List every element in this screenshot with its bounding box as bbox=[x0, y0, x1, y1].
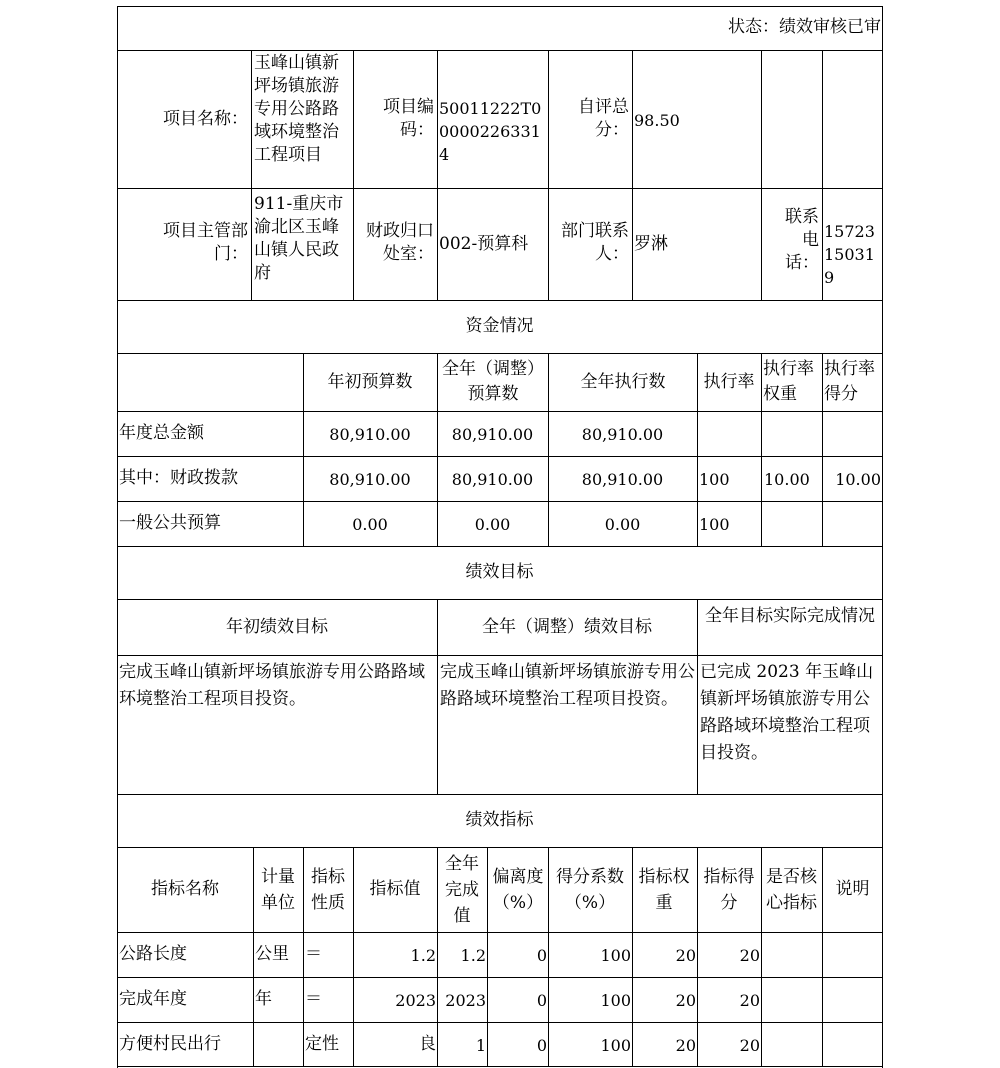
funds-header-adjusted: 全年（调整）预算数 bbox=[442, 359, 544, 404]
funds-header-score: 执行率得分 bbox=[824, 359, 875, 404]
ind-cell-weight: 20 bbox=[675, 946, 696, 965]
funds-header-weight: 执行率权重 bbox=[763, 359, 814, 404]
ind-header-target: 指标值 bbox=[369, 879, 421, 899]
ind-header-deviation: 偏离度（%） bbox=[492, 867, 544, 913]
funds-header-initial: 年初预算数 bbox=[327, 372, 413, 392]
col-line bbox=[548, 847, 549, 1066]
row-line bbox=[117, 353, 882, 354]
ind-header-score: 指标得分 bbox=[703, 867, 755, 913]
funds-cell: 0.00 bbox=[604, 515, 641, 534]
goal-actual-text: 已完成 2023 年玉峰山镇新坪场镇旅游专用公路路域环境整治工程项目投资。 bbox=[700, 662, 874, 763]
ind-cell-unit: 公里 bbox=[255, 944, 289, 964]
project-name-value: 玉峰山镇新坪场镇旅游专用公路路域环境整治工程项目 bbox=[254, 53, 339, 165]
ind-cell-actual: 1.2 bbox=[460, 946, 486, 965]
col-line bbox=[487, 847, 488, 1066]
row-line bbox=[117, 794, 882, 795]
funds-cell: 10.00 bbox=[835, 470, 881, 489]
col-line bbox=[632, 50, 633, 300]
col-line bbox=[697, 847, 698, 1066]
ind-header-actual: 全年完成值 bbox=[445, 854, 479, 926]
dept-value: 911-重庆市渝北区玉峰山镇人民政府 bbox=[254, 194, 344, 283]
ind-cell-nature: ＝ bbox=[305, 989, 322, 1009]
ind-row-name: 公路长度 bbox=[119, 944, 187, 964]
row-line bbox=[117, 456, 882, 457]
ind-cell-nature: 定性 bbox=[305, 1034, 339, 1054]
dept-label: 项目主管部门： bbox=[163, 221, 248, 264]
col-line bbox=[822, 353, 823, 546]
ind-cell-score: 20 bbox=[739, 991, 760, 1010]
ind-header-weight: 指标权重 bbox=[638, 867, 690, 913]
contact-label: 部门联系人： bbox=[561, 221, 629, 264]
ind-cell-target: 良 bbox=[419, 1034, 436, 1054]
goal-adjusted-text: 完成玉峰山镇新坪场镇旅游专用公路路域环境整治工程项目投资。 bbox=[440, 662, 695, 709]
col-line bbox=[303, 847, 304, 1066]
col-line bbox=[548, 50, 549, 300]
col-line bbox=[697, 353, 698, 546]
col-line bbox=[353, 50, 354, 300]
funds-cell: 80,910.00 bbox=[451, 425, 534, 444]
finance-value: 002-预算科 bbox=[439, 234, 529, 254]
row-line bbox=[117, 546, 882, 547]
funds-row-label: 其中：财政拨款 bbox=[119, 468, 238, 488]
ind-cell-score: 20 bbox=[739, 1036, 760, 1055]
funds-header-rate: 执行率 bbox=[703, 372, 755, 392]
row-line bbox=[117, 50, 882, 51]
row-line bbox=[117, 411, 882, 412]
funds-cell: 80,910.00 bbox=[581, 470, 664, 489]
border-right bbox=[882, 6, 883, 1068]
phone-value: 15723150319 bbox=[824, 222, 875, 287]
ind-cell-nature: ＝ bbox=[305, 944, 322, 964]
row-line bbox=[117, 188, 882, 189]
funds-cell: 80,910.00 bbox=[581, 425, 664, 444]
col-line bbox=[437, 50, 438, 300]
ind-cell-actual: 2023 bbox=[445, 991, 486, 1010]
ind-cell-coef: 100 bbox=[600, 991, 631, 1010]
col-line bbox=[437, 847, 438, 1066]
funds-header-executed: 全年执行数 bbox=[580, 372, 666, 392]
ind-row-name: 完成年度 bbox=[119, 989, 187, 1009]
project-name-label: 项目名称： bbox=[163, 109, 248, 129]
goals-header-adjusted: 全年（调整）绩效目标 bbox=[482, 617, 652, 637]
funds-cell: 0.00 bbox=[352, 515, 388, 534]
ind-header-name: 指标名称 bbox=[151, 879, 219, 899]
row-line bbox=[117, 1066, 882, 1067]
funds-cell: 100 bbox=[699, 515, 730, 534]
col-line bbox=[822, 50, 823, 300]
col-line bbox=[697, 599, 698, 794]
ind-header-unit: 计量单位 bbox=[261, 867, 295, 913]
ind-cell-weight: 20 bbox=[675, 1036, 696, 1055]
status-text: 状态：绩效审核已审 bbox=[728, 17, 881, 37]
goals-section-title: 绩效目标 bbox=[465, 562, 534, 582]
funds-cell: 80,910.00 bbox=[329, 425, 411, 444]
row-line bbox=[117, 847, 882, 848]
col-line bbox=[437, 353, 438, 546]
col-line bbox=[632, 847, 633, 1066]
ind-cell-target: 1.2 bbox=[410, 946, 436, 965]
col-line bbox=[761, 353, 762, 546]
goal-initial-text: 完成玉峰山镇新坪场镇旅游专用公路路域环境整治工程项目投资。 bbox=[119, 662, 425, 709]
col-line bbox=[253, 847, 254, 1066]
col-line bbox=[761, 847, 762, 1066]
ind-cell-deviation: 0 bbox=[536, 991, 547, 1010]
ind-cell-weight: 20 bbox=[675, 991, 696, 1010]
funds-section-title: 资金情况 bbox=[465, 316, 534, 336]
funds-row-label: 年度总金额 bbox=[119, 423, 204, 443]
ind-cell-coef: 100 bbox=[600, 946, 631, 965]
funds-cell: 0.00 bbox=[474, 515, 511, 534]
funds-cell: 80,910.00 bbox=[329, 470, 411, 489]
col-line bbox=[251, 50, 252, 300]
col-line bbox=[761, 50, 762, 300]
row-line bbox=[117, 300, 882, 301]
contact-value: 罗淋 bbox=[634, 234, 668, 254]
phone-label: 联系电话： bbox=[785, 207, 819, 273]
col-line bbox=[822, 847, 823, 1066]
row-line bbox=[117, 501, 882, 502]
ind-header-coef: 得分系数（%） bbox=[556, 867, 624, 913]
ind-header-note: 说明 bbox=[835, 879, 870, 899]
project-code-value: 50011222T000002263314 bbox=[439, 99, 542, 164]
funds-row-label: 一般公共预算 bbox=[119, 513, 221, 533]
self-score-value: 98.50 bbox=[634, 111, 680, 130]
project-code-label: 项目编码： bbox=[383, 97, 434, 140]
ind-cell-coef: 100 bbox=[600, 1036, 631, 1055]
border-left bbox=[117, 6, 118, 1068]
ind-cell-actual: 1 bbox=[475, 1036, 486, 1055]
ind-header-core: 是否核心指标 bbox=[766, 867, 817, 913]
ind-cell-target: 2023 bbox=[395, 991, 436, 1010]
col-line bbox=[303, 353, 304, 546]
row-line bbox=[117, 977, 882, 978]
ind-cell-deviation: 0 bbox=[536, 946, 547, 965]
ind-cell-score: 20 bbox=[739, 946, 760, 965]
border-top bbox=[117, 6, 882, 7]
ind-header-nature: 指标性质 bbox=[311, 867, 345, 913]
self-score-label: 自评总分： bbox=[578, 97, 629, 140]
ind-cell-unit: 年 bbox=[255, 989, 272, 1009]
funds-cell: 10.00 bbox=[764, 470, 810, 489]
goals-header-actual: 全年目标实际完成情况 bbox=[705, 606, 875, 626]
funds-cell: 100 bbox=[699, 470, 730, 489]
row-line bbox=[117, 1022, 882, 1023]
row-line bbox=[117, 599, 882, 600]
ind-row-name: 方便村民出行 bbox=[119, 1034, 221, 1054]
col-line bbox=[548, 353, 549, 546]
funds-cell: 80,910.00 bbox=[451, 470, 534, 489]
finance-label: 财政归口处室： bbox=[366, 221, 434, 264]
ind-cell-deviation: 0 bbox=[536, 1036, 547, 1055]
row-line bbox=[117, 655, 882, 656]
col-line bbox=[353, 847, 354, 1066]
goals-header-initial: 年初绩效目标 bbox=[226, 617, 328, 637]
row-line bbox=[117, 932, 882, 933]
indicators-section-title: 绩效指标 bbox=[465, 810, 534, 830]
